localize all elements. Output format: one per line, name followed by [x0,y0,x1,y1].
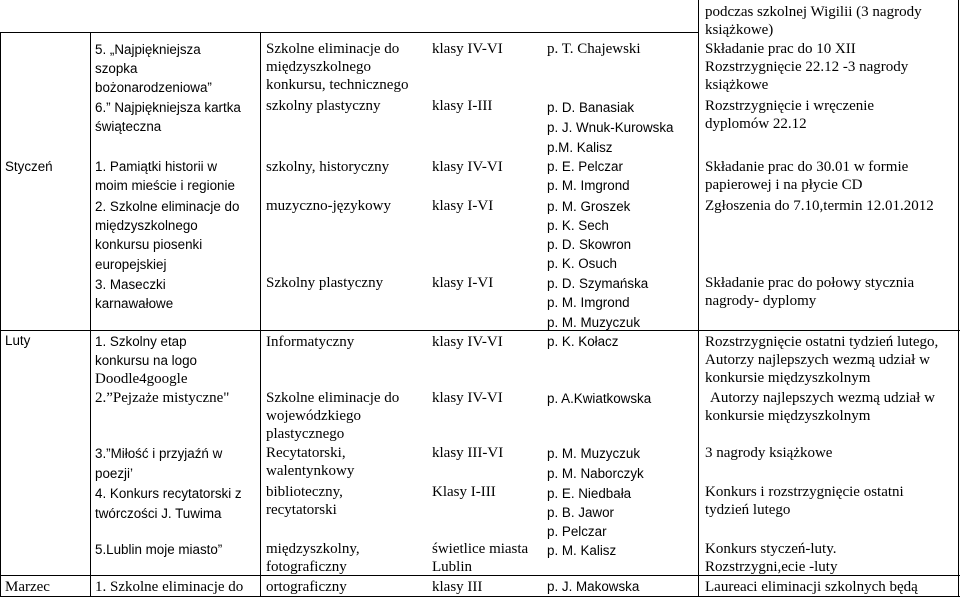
note-line: nagrody- dyplomy [705,293,817,309]
type-line: konkursu, technicznego [266,77,409,93]
note-line: dyplomów 22.12 [705,116,807,132]
class-cell: świetlice miasta [432,541,529,557]
type-line: międzyszkolnego [266,59,371,75]
type-line: Szkolne eliminacje do [266,41,400,57]
month-label: Marzec [5,579,50,595]
event-line: bożonarodzeniowa” [95,80,212,95]
teacher-line: p. D. Banasiak [547,100,635,115]
class-cell: klasy III [432,579,483,595]
table-border-left [0,32,1,597]
teacher-line: p. K. Sech [547,218,609,233]
event-line: 6.” Najpiękniejsza kartka [95,100,241,115]
event-line: europejskiej [95,257,167,272]
event-line: 1. Pamiątki historii w [95,159,218,174]
note-line: konkursie międzyszkolnym [705,408,871,424]
type-line: szkolny, historyczny [266,159,390,175]
row-divider-luty [0,330,960,331]
type-line: szkolny plastyczny [266,98,381,114]
teacher-line: p. E. Pelczar [547,159,623,174]
teacher-line: p. J. Makowska [547,579,640,594]
type-line: plastycznego [266,426,345,442]
class-cell: klasy IV-VI [432,41,503,57]
event-line: międzyszkolnego [95,218,198,233]
note-line: Rozstrzygni,ecie -luty [705,559,838,575]
class-cell: klasy IV-VI [432,390,503,406]
class-cell: klasy I-VI [432,275,494,291]
note-line: Zgłoszenia do 7.10,termin 12.01.2012 [705,198,934,214]
note-line: 3 nagrody książkowe [705,445,833,461]
note-line: Konkurs i rozstrzygnięcie ostatni [705,484,904,500]
event-line: 4. Konkurs recytatorski z [95,486,242,501]
type-line: Informatyczny [266,334,355,350]
event-line: karnawałowe [95,296,174,311]
note-line: Rozstrzygnięcie 22.12 -3 nagrody [705,59,909,75]
teacher-line: p. T. Chajewski [547,41,641,57]
teacher-line: p. M. Muzyczuk [547,315,641,330]
type-line: muzyczno-językowy [266,198,391,214]
type-line: fotograficzny [266,559,347,575]
event-line: poezji’ [95,466,133,481]
type-line: ortograficzny [266,579,347,595]
event-line: twórczości J. Tuwima [95,506,222,521]
note-line: Składanie prac do 30.01 w formie [705,159,909,175]
class-cell: Lublin [432,559,472,575]
teacher-line: p. M. Groszek [547,199,631,214]
note-line: książkowe) [705,22,774,38]
teacher-line: p. J. Wnuk-Kurowska [547,120,674,135]
teacher-line: p. M. Muzyczuk [547,446,641,461]
type-line: międzyszkolny, [266,541,360,557]
class-cell: klasy I-VI [432,198,494,214]
event-line: 1. Szkolny etap [95,334,187,349]
column-divider-types [260,32,261,597]
note-line: Konkurs styczeń-luty. [705,541,837,557]
month-label: Luty [5,333,31,348]
event-line: 5.Lublin moje miasto” [95,542,223,557]
note-line: Rozstrzygnięcie ostatni tydzień lutego, [705,334,939,350]
class-cell: Klasy I-III [432,484,496,500]
month-label: Styczeń [5,159,53,174]
column-divider-events [90,32,91,597]
class-cell: klasy IV-VI [432,334,503,350]
type-line: biblioteczny, [266,484,343,500]
teacher-line: p. M. Imgrond [547,178,630,193]
teacher-line: p. K. Osuch [547,256,617,271]
teacher-line: p. M. Kalisz [547,543,617,558]
type-line: wojewódzkiego [266,408,361,424]
type-line: recytatorski [266,502,337,518]
column-divider-notes [698,0,699,597]
note-line: papierowej i na płycie CD [705,177,863,193]
teacher-line: p. D. Skowron [547,237,632,252]
class-cell: klasy III-VI [432,445,504,461]
note-line: Autorzy najlepszych wezmą udział w [710,390,935,406]
event-line: 3. Maseczki [95,277,166,292]
event-line: konkursu piosenki [95,237,203,252]
event-line: 3.”Miłość i przyjaźń w [95,446,223,461]
class-cell: klasy IV-VI [432,159,503,175]
teacher-line: p. M. Naborczyk [547,466,644,481]
event-line: moim mieście i regionie [95,178,235,193]
event-line: konkursu na logo [95,353,197,368]
type-line: Szkolne eliminacje do [266,390,400,406]
note-line: Składanie prac do 10 XII [705,41,856,57]
event-line: szopka [95,61,138,76]
type-line: Szkolny plastyczny [266,275,384,291]
teacher-line: p. M. Imgrond [547,295,630,310]
event-line: 2.”Pejzaże mistyczne" [95,390,230,406]
note-line: książkowe [705,77,769,93]
note-line: podczas szkolnej Wigilii (3 nagrody [705,4,922,20]
note-line: Rozstrzygnięcie i wręczenie [705,98,875,114]
event-line: świąteczna [95,119,162,134]
note-line: Autorzy najlepszych wezmą udział w [705,352,930,368]
note-line: tydzień lutego [705,502,791,518]
event-line: 5. „Najpiękniejsza [95,42,201,57]
type-line: walentynkowy [266,463,355,479]
note-line: Laureaci eliminacji szkolnych będą [705,579,918,595]
event-line: 2. Szkolne eliminacje do [95,199,240,214]
event-line: 1. Szkolne eliminacje do [95,579,244,595]
event-line: Doodle4google [95,371,188,387]
teacher-line: p. E. Niedbała [547,486,632,501]
teacher-line: p. Pelczar [547,524,607,539]
teacher-line: p. B. Jawor [547,505,614,520]
row-divider-top [0,32,698,33]
type-line: Recytatorski, [266,445,346,461]
class-cell: klasy I-III [432,98,493,114]
note-line: Składanie prac do połowy stycznia [705,275,915,291]
table-border-right [958,0,959,597]
teacher-line: p. D. Szymańska [547,276,649,291]
teacher-line: p.M. Kalisz [547,140,613,155]
teacher-line: p. K. Kołacz [547,334,619,349]
teacher-line: p. A.Kwiatkowska [547,391,652,406]
note-line: konkursie międzyszkolnym [705,370,871,386]
